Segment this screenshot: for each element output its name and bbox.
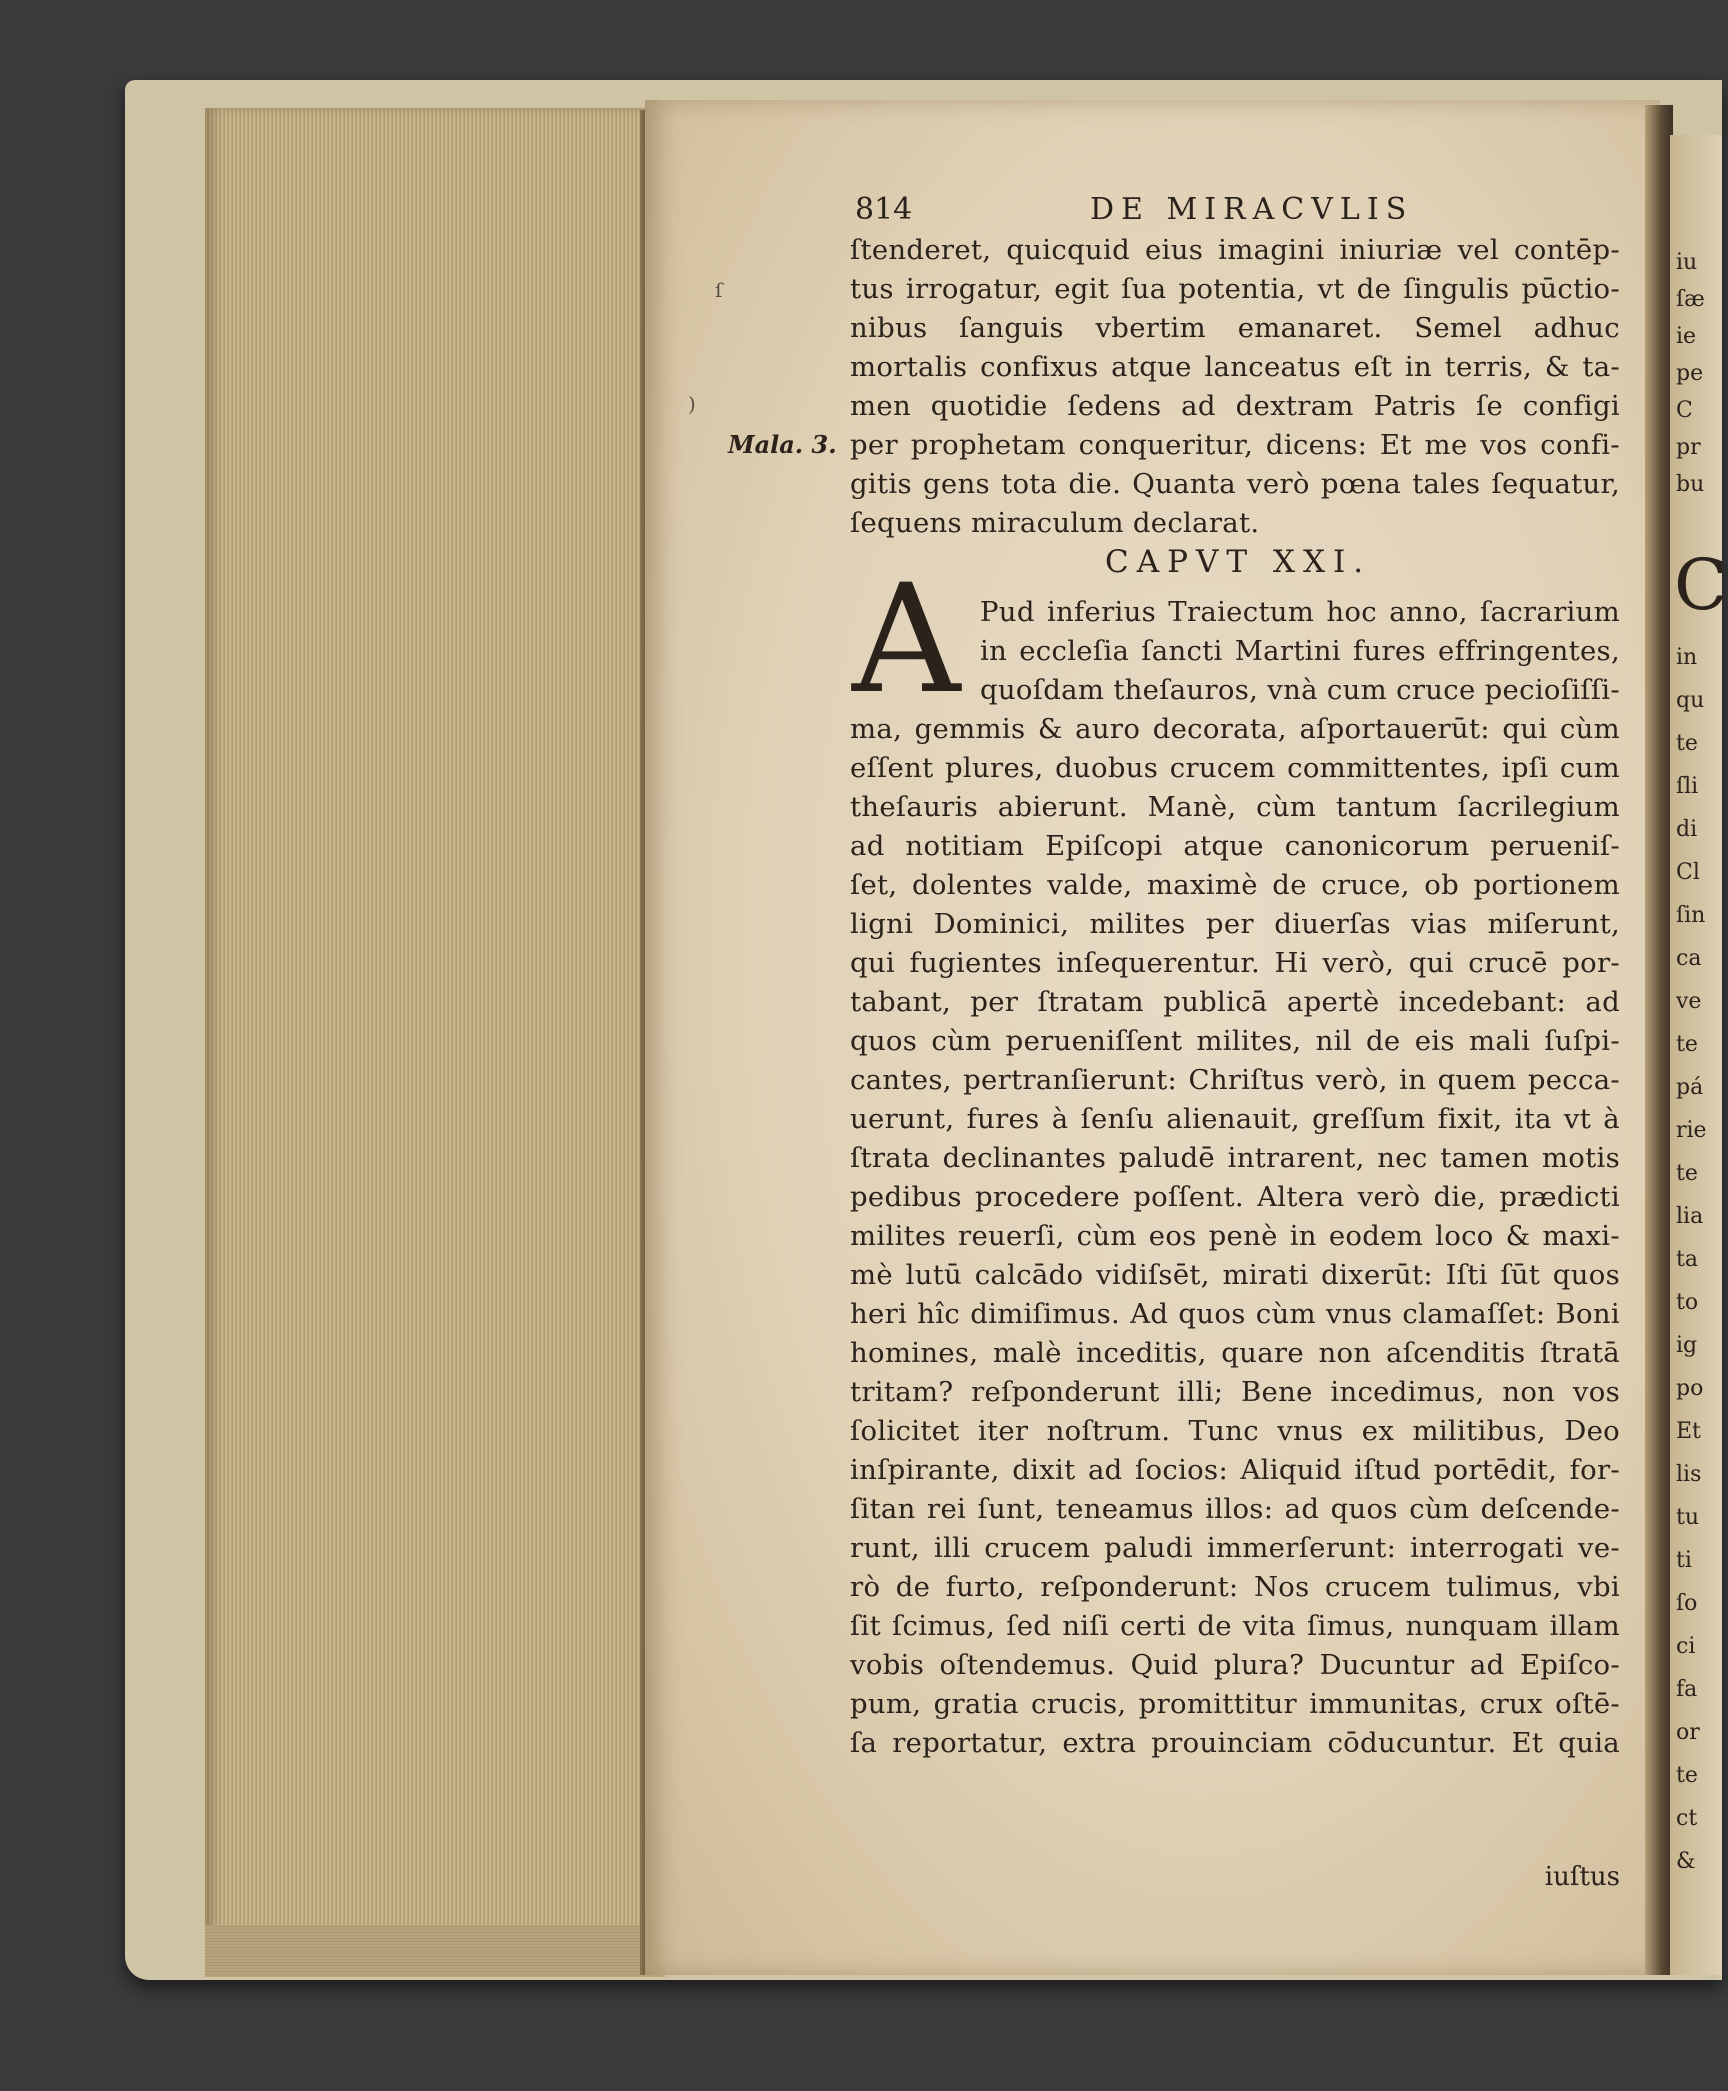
facing-page-line: te: [1676, 731, 1698, 756]
facing-page-line: ti: [1676, 1548, 1692, 1573]
text-line: gitis gens tota die. Quanta verò pœna tales ſequatur,: [850, 468, 1620, 500]
facing-page-line: pá: [1676, 1075, 1704, 1100]
text-line: theſauris abierunt. Manè, cùm tantum ſacrilegium: [850, 791, 1620, 823]
facing-page-line: qu: [1676, 688, 1705, 713]
facing-page-line: te: [1676, 1161, 1698, 1186]
text-line: quos cùm perueniſſent milites, nil de eis mali ſuſpi-: [850, 1025, 1620, 1057]
facing-page-line: ve: [1676, 989, 1702, 1014]
text-line: qui fugientes inſequerentur. Hi verò, qui crucē por-: [850, 947, 1620, 979]
text-line: tus irrogatur, egit ſua potentia, vt de ſingulis pūctio-: [850, 273, 1620, 305]
text-line: vobis oſtendemus. Quid plura? Ducuntur ad Epiſco-: [850, 1649, 1620, 1681]
facing-page-line: rie: [1676, 1118, 1707, 1143]
text-line: tritam? reſponderunt illi; Bene incedimus, non vos: [850, 1376, 1620, 1408]
text-line: ſet, dolentes valde, maximè de cruce, ob portionem: [850, 869, 1620, 901]
margin-note: Mala. 3.: [728, 430, 837, 459]
text-line: ligni Dominici, milites per diuerſas vias miſerunt,: [850, 908, 1620, 940]
facing-page-line: ſli: [1676, 774, 1699, 799]
text-line: homines, malè inceditis, quare non aſcenditis ſtratā: [850, 1337, 1620, 1369]
pencil-mark: ): [688, 392, 696, 416]
text-line: men quotidie ſedens ad dextram Patris ſe configi: [850, 390, 1620, 422]
facing-page-line: in: [1676, 645, 1698, 670]
drop-cap: A: [852, 553, 961, 727]
text-line: ſit ſcimus, ſed niſi certi de vita ſimus, nunquam illam: [850, 1610, 1620, 1642]
facing-page-line: &: [1676, 1849, 1696, 1874]
text-line: ſolicitet iter noſtrum. Tunc vnus ex militibus, Deo: [850, 1415, 1620, 1447]
text-line: inſpirante, dixit ad ſocios: Aliquid iſtud portēdit, for-: [850, 1454, 1620, 1486]
text-line: eſſent plures, duobus crucem committentes, ipſi cum: [850, 752, 1620, 784]
facing-page-line: ct: [1676, 1806, 1698, 1831]
text-line: pedibus procedere poſſent. Altera verò die, prædicti: [850, 1181, 1620, 1213]
facing-page-line: pr: [1676, 435, 1701, 460]
facing-page-line: ca: [1676, 946, 1702, 971]
facing-page-line: Cl: [1676, 860, 1700, 885]
facing-page-line: tu: [1676, 1505, 1700, 1530]
facing-page-line: te: [1676, 1763, 1698, 1788]
facing-page-line: lia: [1676, 1204, 1704, 1229]
text-line: cantes, pertranſierunt: Chriſtus verò, in quem pecca-: [850, 1064, 1620, 1096]
text-line: ſitan rei ſunt, teneamus illos: ad quos cùm deſcende-: [850, 1493, 1620, 1525]
text-line: ſequens miraculum declarat.: [850, 507, 1260, 539]
text-line: milites reuerſi, cùm eos penè in eodem loco & maxi-: [850, 1220, 1620, 1252]
text-line: ad notitiam Epiſcopi atque canonicorum perueniſ-: [850, 830, 1620, 862]
text-line: mè lutū calcādo vidiſsēt, mirati dixerūt: Iſti ſūt quos: [850, 1259, 1620, 1291]
text-line: runt, illi crucem paludi immerſerunt: interrogati ve-: [850, 1532, 1620, 1564]
facing-page-line: ie: [1676, 324, 1697, 349]
facing-page-line: or: [1676, 1720, 1700, 1745]
facing-page-line: bu: [1676, 472, 1705, 497]
facing-page-line: pe: [1676, 361, 1704, 386]
facing-page-line: iu: [1676, 250, 1698, 275]
facing-page-line: ſin: [1676, 903, 1706, 928]
facing-page-line: Et: [1676, 1419, 1701, 1444]
text-line: uerunt, fures à ſenſu alienauit, greſſum fixit, ita vt à: [850, 1103, 1620, 1135]
running-head: [855, 188, 1455, 232]
running-head-title: DE MIRACVLIS: [1090, 192, 1414, 227]
text-line: tabant, per ſtratam publicā apertè incedebant: ad: [850, 986, 1620, 1018]
text-line: ma, gemmis & auro decorata, aſportauerūt: qui cùm: [850, 713, 1620, 745]
facing-page-line: te: [1676, 1032, 1698, 1057]
facing-page-line: to: [1676, 1290, 1699, 1315]
chapter-heading: CAPVT XXI.: [1105, 544, 1372, 580]
facing-page-fragment: [1670, 135, 1728, 1975]
facing-page-line: ta: [1676, 1247, 1698, 1272]
facing-page-line: po: [1676, 1376, 1704, 1401]
text-line: in eccleſia ſancti Martini fures effringentes,: [980, 635, 1620, 667]
text-line: quoſdam theſauros, vnà cum cruce pecioſiſſi-: [980, 674, 1620, 706]
text-line: ſtenderet, quicquid eius imagini iniuriæ vel contēp-: [850, 234, 1620, 266]
facing-page-line: ſæ: [1676, 287, 1705, 312]
text-line: ſtrata declinantes paludē intrarent, nec tamen motis: [850, 1142, 1620, 1174]
text-line: rò de furto, reſponderunt: Nos crucem tulimus, vbi: [850, 1571, 1620, 1603]
gutter-shadow: [1645, 105, 1673, 1975]
text-line: pum, gratia crucis, promittitur immunitas, crux oſtē-: [850, 1688, 1620, 1720]
text-line: ſa reportatur, extra prouinciam cōducuntur. Et quia: [850, 1727, 1620, 1759]
text-line: Pud inferius Traiectum hoc anno, ſacrarium: [980, 596, 1620, 628]
pencil-mark: ſ: [715, 278, 723, 302]
facing-page-line: lis: [1676, 1462, 1702, 1487]
text-line: nibus ſanguis vbertim emanaret. Semel adhuc: [850, 312, 1620, 344]
facing-page-line: C: [1676, 398, 1693, 423]
page-block-bottom-edge: [205, 1925, 665, 1977]
catchword: iuſtus: [1544, 1862, 1620, 1892]
page-number: 814: [855, 192, 913, 227]
text-line: per prophetam conqueritur, dicens: Et me vos confi-: [850, 429, 1620, 461]
text-line: mortalis confixus atque lanceatus eſt in terris, & ta-: [850, 351, 1620, 383]
text-line: heri hîc dimiſimus. Ad quos cùm vnus clamaſſet: Boni: [850, 1298, 1620, 1330]
facing-page-line: ci: [1676, 1634, 1696, 1659]
facing-page-line: ig: [1676, 1333, 1698, 1358]
facing-page-line: di: [1676, 817, 1698, 842]
page-block-fore-edge: [205, 108, 665, 1970]
facing-page-line: fa: [1676, 1677, 1698, 1702]
facing-page-line: ſo: [1676, 1591, 1698, 1616]
facing-page-line: C: [1674, 544, 1728, 626]
